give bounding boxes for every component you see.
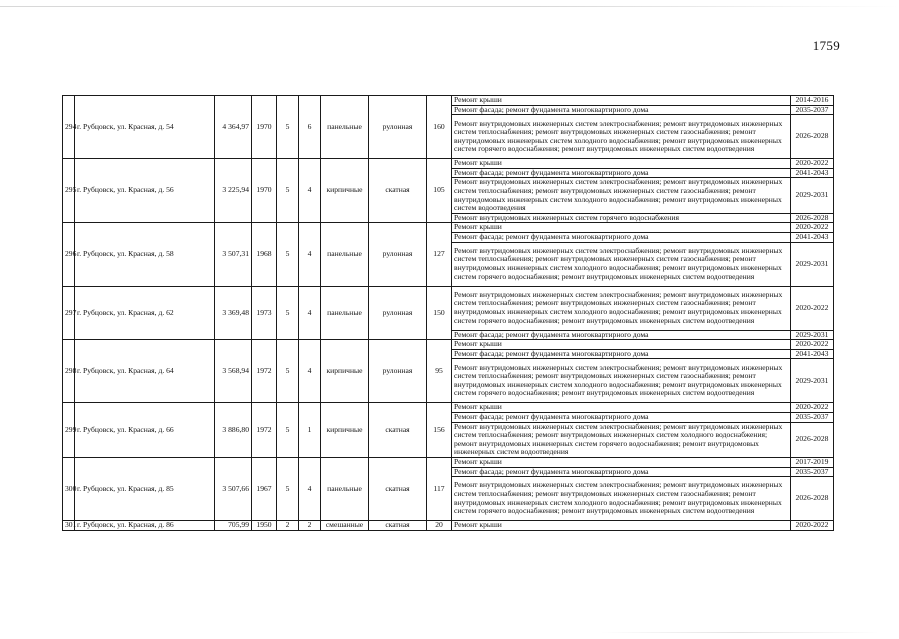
repair-schedule-table — [62, 95, 834, 531]
wall-material: кирпичные — [321, 340, 369, 403]
apartments-count: 95 — [427, 340, 452, 403]
work-period: 2035-2037 — [791, 412, 834, 422]
roof-type: рулонная — [369, 223, 427, 286]
address: г. Рубцовск, ул. Красная, д. 58 — [75, 223, 215, 286]
entrances-count: 4 — [299, 159, 321, 223]
roof-type: скатная — [369, 457, 427, 520]
roof-type: рулонная — [369, 286, 427, 340]
floors-count: 2 — [277, 521, 299, 531]
floors-count: 5 — [277, 159, 299, 223]
address: г. Рубцовск, ул. Красная, д. 54 — [75, 96, 215, 159]
work-description: Ремонт фасада; ремонт фундамента многоквартирного дома — [452, 467, 791, 477]
total-area: 705,99 — [215, 521, 252, 531]
apartments-count: 117 — [427, 457, 452, 520]
floors-count: 5 — [277, 96, 299, 159]
work-period: 2020-2022 — [791, 403, 834, 413]
work-period: 2017-2019 — [791, 457, 834, 467]
row-number: 298 — [63, 340, 75, 403]
apartments-count: 160 — [427, 96, 452, 159]
table-row — [63, 159, 834, 169]
work-period: 2029-2031 — [791, 359, 834, 403]
work-description: Ремонт внутридомовых инженерных систем электроснабжения; ремонт внутридомовых инженерных систем теплоснабжения; ремонт внутридомовых инженерных систем газоснабжения; ремонт внутридомовых инженерных систем холодного водоснабжения; ремонт внутридомовых инженерных систем горячего водоснабжения; ремонт внутридомовых инженерных систем водоотведения — [452, 477, 791, 521]
table-row — [63, 223, 834, 233]
row-number: 295 — [63, 159, 75, 223]
work-period: 2020-2022 — [791, 159, 834, 169]
work-description: Ремонт крыши — [452, 159, 791, 169]
wall-material: смешанные — [321, 521, 369, 531]
wall-material: кирпичные — [321, 403, 369, 458]
row-number: 299 — [63, 403, 75, 458]
work-description: Ремонт внутридомовых инженерных систем электроснабжения; ремонт внутридомовых инженерных систем теплоснабжения; ремонт внутридомовых инженерных систем холодного водоснабжения; ремонт внутридомовых инженерных систем горячего водоснабжения; ремонт внутридомовых инженерных систем водоотведения — [452, 422, 791, 457]
apartments-count: 127 — [427, 223, 452, 286]
scan-top-edge — [0, 6, 899, 7]
table-row — [63, 96, 834, 106]
work-description: Ремонт внутридомовых инженерных систем горячего водоснабжения — [452, 213, 791, 223]
table-row — [63, 286, 834, 330]
work-period: 2014-2016 — [791, 96, 834, 106]
total-area: 3 886,80 — [215, 403, 252, 458]
work-description: Ремонт крыши — [452, 457, 791, 467]
work-period: 2026-2028 — [791, 213, 834, 223]
work-period: 2041-2043 — [791, 168, 834, 178]
table-row — [63, 403, 834, 413]
row-number: 300 — [63, 457, 75, 520]
apartments-count: 105 — [427, 159, 452, 223]
floors-count: 5 — [277, 223, 299, 286]
work-description: Ремонт внутридомовых инженерных систем электроснабжения; ремонт внутридомовых инженерных систем теплоснабжения; ремонт внутридомовых инженерных систем газоснабжения; ремонт внутридомовых инженерных систем холодного водоснабжения; ремонт внутридомовых инженерных систем горячего водоснабжения; ремонт внутридомовых инженерных систем водоотведения — [452, 242, 791, 286]
scan-bottom-edge — [600, 632, 880, 633]
table-row — [63, 521, 834, 531]
entrances-count: 4 — [299, 340, 321, 403]
roof-type: рулонная — [369, 340, 427, 403]
work-description: Ремонт внутридомовых инженерных систем электроснабжения; ремонт внутридомовых инженерных систем теплоснабжения; ремонт внутридомовых инженерных систем газоснабжения; ремонт внутридомовых инженерных систем холодного водоснабжения; ремонт внутридомовых инженерных систем горячего водоснабжения; ремонт внутридомовых инженерных систем водоотведения — [452, 359, 791, 403]
work-description: Ремонт фасада; ремонт фундамента многоквартирного дома — [452, 330, 791, 340]
work-description: Ремонт внутридомовых инженерных систем электроснабжения; ремонт внутридомовых инженерных систем теплоснабжения; ремонт внутридомовых инженерных систем газоснабжения; ремонт внутридомовых инженерных систем холодного водоснабжения; ремонт внутридомовых инженерных систем горячего водоснабжения; ремонт внутридомовых инженерных систем водоотведения — [452, 115, 791, 159]
work-description: Ремонт внутридомовых инженерных систем электроснабжения; ремонт внутридомовых инженерных систем теплоснабжения; ремонт внутридомовых инженерных систем газоснабжения; ремонт внутридомовых инженерных систем холодного водоснабжения; ремонт внутридомовых инженерных систем горячего водоснабжения; ремонт внутридомовых инженерных систем водоотведения — [452, 286, 791, 330]
build-year: 1972 — [252, 403, 277, 458]
work-description: Ремонт крыши — [452, 340, 791, 350]
total-area: 3 369,48 — [215, 286, 252, 340]
work-description: Ремонт фасада; ремонт фундамента многоквартирного дома — [452, 168, 791, 178]
address: г. Рубцовск, ул. Красная, д. 86 — [75, 521, 215, 531]
wall-material: панельные — [321, 457, 369, 520]
floors-count: 5 — [277, 403, 299, 458]
work-period: 2029-2031 — [791, 330, 834, 340]
work-description: Ремонт крыши — [452, 521, 791, 531]
row-number: 301 — [63, 521, 75, 531]
work-description: Ремонт фасада; ремонт фундамента многоквартирного дома — [452, 232, 791, 242]
entrances-count: 4 — [299, 223, 321, 286]
work-description: Ремонт крыши — [452, 96, 791, 106]
work-description: Ремонт фасада; ремонт фундамента многоквартирного дома — [452, 412, 791, 422]
table-row — [63, 340, 834, 350]
apartments-count: 20 — [427, 521, 452, 531]
address: г. Рубцовск, ул. Красная, д. 62 — [75, 286, 215, 340]
entrances-count: 1 — [299, 403, 321, 458]
work-period: 2029-2031 — [791, 242, 834, 286]
build-year: 1950 — [252, 521, 277, 531]
entrances-count: 4 — [299, 286, 321, 340]
roof-type: скатная — [369, 159, 427, 223]
work-period: 2041-2043 — [791, 349, 834, 359]
total-area: 3 507,66 — [215, 457, 252, 520]
total-area: 3 507,31 — [215, 223, 252, 286]
total-area: 3 568,94 — [215, 340, 252, 403]
work-period: 2020-2022 — [791, 223, 834, 233]
row-number: 294 — [63, 96, 75, 159]
work-description: Ремонт крыши — [452, 223, 791, 233]
wall-material: панельные — [321, 286, 369, 340]
address: г. Рубцовск, ул. Красная, д. 56 — [75, 159, 215, 223]
address: г. Рубцовск, ул. Красная, д. 66 — [75, 403, 215, 458]
roof-type: рулонная — [369, 96, 427, 159]
row-number: 296 — [63, 223, 75, 286]
work-period: 2020-2022 — [791, 286, 834, 330]
wall-material: панельные — [321, 96, 369, 159]
work-period: 2029-2031 — [791, 178, 834, 213]
work-description: Ремонт фасада; ремонт фундамента многоквартирного дома — [452, 105, 791, 115]
apartments-count: 156 — [427, 403, 452, 458]
total-area: 4 364,97 — [215, 96, 252, 159]
build-year: 1972 — [252, 340, 277, 403]
table-row — [63, 457, 834, 467]
work-period: 2026-2028 — [791, 422, 834, 457]
address: г. Рубцовск, ул. Красная, д. 64 — [75, 340, 215, 403]
work-period: 2035-2037 — [791, 105, 834, 115]
build-year: 1970 — [252, 159, 277, 223]
entrances-count: 4 — [299, 457, 321, 520]
wall-material: кирпичные — [321, 159, 369, 223]
build-year: 1973 — [252, 286, 277, 340]
work-description: Ремонт внутридомовых инженерных систем электроснабжения; ремонт внутридомовых инженерных систем теплоснабжения; ремонт внутридомовых инженерных систем газоснабжения; ремонт внутридомовых инженерных систем холодного водоснабжения; ремонт внутридомовых инженерных систем водоотведения — [452, 178, 791, 213]
roof-type: скатная — [369, 403, 427, 458]
entrances-count: 6 — [299, 96, 321, 159]
work-period: 2035-2037 — [791, 467, 834, 477]
roof-type: скатная — [369, 521, 427, 531]
work-period: 2041-2043 — [791, 232, 834, 242]
build-year: 1968 — [252, 223, 277, 286]
build-year: 1970 — [252, 96, 277, 159]
wall-material: панельные — [321, 223, 369, 286]
address: г. Рубцовск, ул. Красная, д. 85 — [75, 457, 215, 520]
work-description: Ремонт крыши — [452, 403, 791, 413]
entrances-count: 2 — [299, 521, 321, 531]
total-area: 3 225,94 — [215, 159, 252, 223]
work-period: 2026-2028 — [791, 115, 834, 159]
floors-count: 5 — [277, 340, 299, 403]
floors-count: 5 — [277, 457, 299, 520]
work-period: 2020-2022 — [791, 340, 834, 350]
floors-count: 5 — [277, 286, 299, 340]
work-period: 2020-2022 — [791, 521, 834, 531]
build-year: 1967 — [252, 457, 277, 520]
row-number: 297 — [63, 286, 75, 340]
page-number: 1759 — [812, 38, 840, 53]
work-period: 2026-2028 — [791, 477, 834, 521]
work-description: Ремонт фасада; ремонт фундамента многоквартирного дома — [452, 349, 791, 359]
apartments-count: 150 — [427, 286, 452, 340]
